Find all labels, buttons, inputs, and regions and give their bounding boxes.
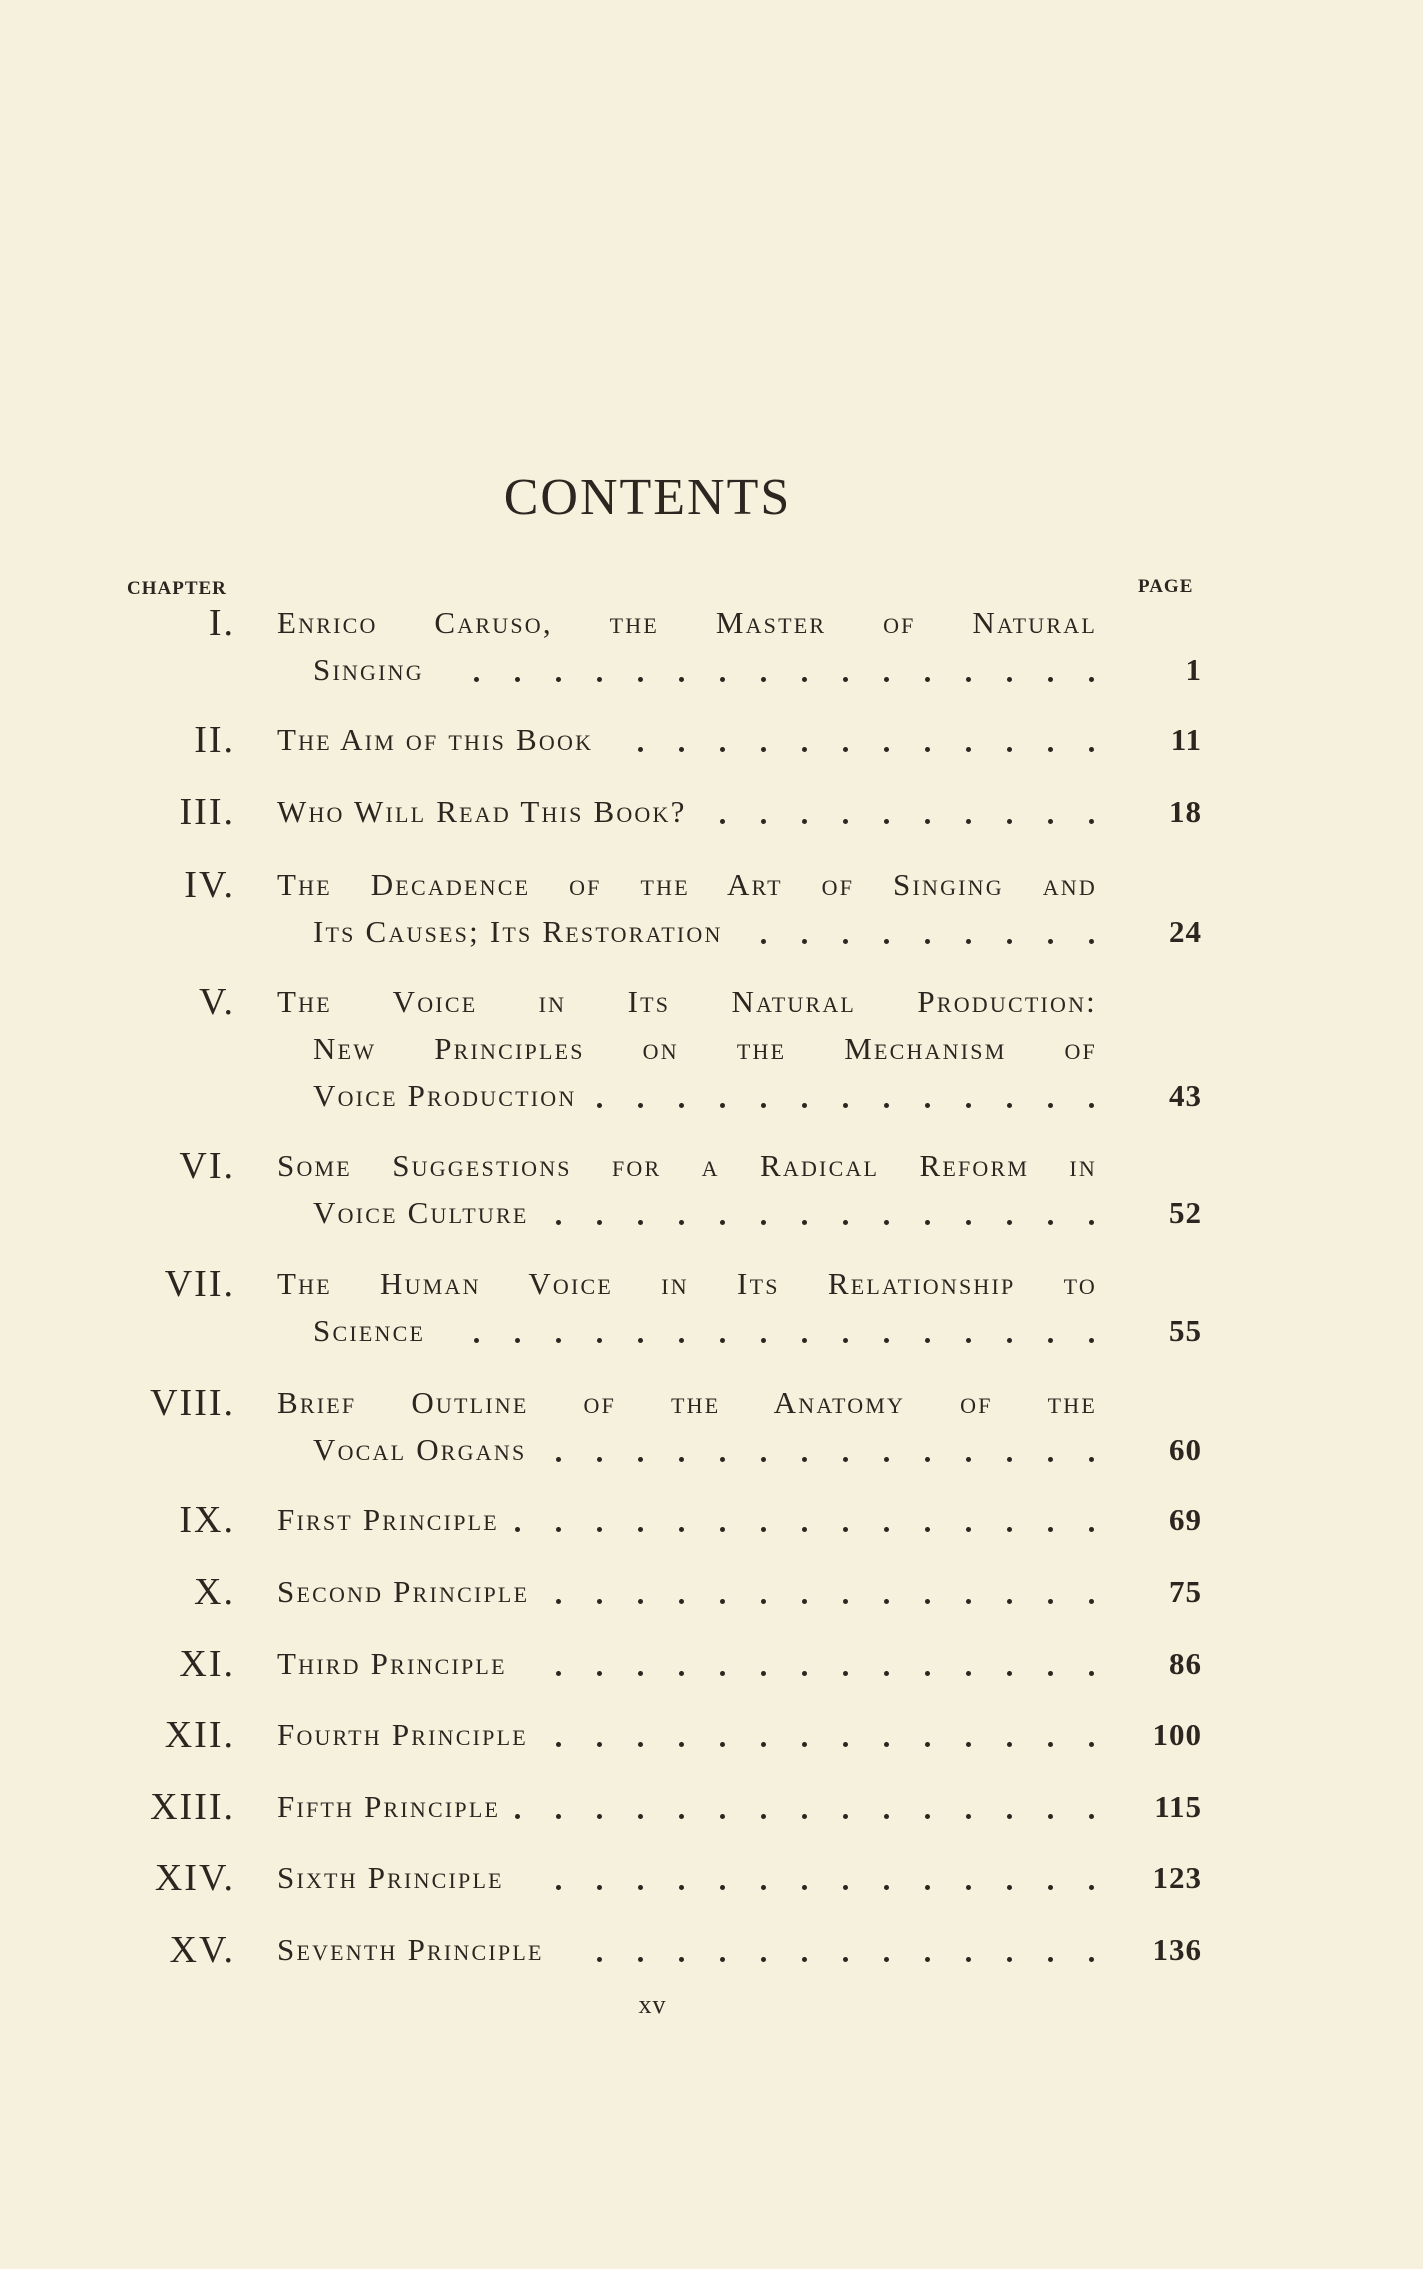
page-ref: 100 <box>1152 1717 1202 1752</box>
chapter-title: Voice Production <box>313 1078 577 1113</box>
chapter-number: VI. <box>179 1145 235 1187</box>
chapter-number: V. <box>198 981 235 1023</box>
chapter-title: Sixth Principle <box>277 1860 504 1895</box>
page-ref: 55 <box>1169 1313 1202 1348</box>
chapter-number: II. <box>194 719 235 761</box>
chapter-title: Its Causes; Its Restoration <box>313 914 723 949</box>
chapter-title: Vocal Organs <box>313 1432 527 1467</box>
leader-dots <box>521 1641 1097 1687</box>
chapter-number: III. <box>179 791 235 833</box>
chapter-title: The Decadence of the Art of Singing and <box>277 867 1097 902</box>
chapter-number: XV. <box>169 1929 235 1971</box>
page-ref: 60 <box>1169 1432 1202 1467</box>
page-ref: 86 <box>1169 1646 1202 1681</box>
page-ref: 136 <box>1152 1932 1202 1967</box>
chapter-title: Science <box>313 1313 426 1348</box>
page-number: xv <box>638 1990 667 2019</box>
leader-dots <box>438 647 1097 693</box>
chapter-column-header: CHAPTER <box>127 578 227 599</box>
leader-dots <box>737 909 1097 955</box>
chapter-number: XIV. <box>154 1857 235 1899</box>
leader-dots <box>543 1569 1097 1615</box>
chapter-title: Enrico Caruso, the Master of Natural <box>277 605 1097 640</box>
page-ref: 75 <box>1169 1574 1202 1609</box>
chapter-title: Fourth Principle <box>277 1717 528 1752</box>
leader-dots <box>558 1927 1097 1973</box>
leader-dots <box>590 1073 1097 1119</box>
chapter-number: IX. <box>179 1499 235 1541</box>
leader-dots <box>540 1427 1097 1473</box>
leader-dots <box>513 1497 1097 1543</box>
chapter-title: Fifth Principle <box>277 1789 501 1824</box>
leader-dots <box>514 1784 1097 1830</box>
chapter-title: Seventh Principle <box>277 1932 544 1967</box>
page-ref: 24 <box>1169 914 1202 949</box>
page-ref: 11 <box>1170 722 1202 757</box>
chapter-title: New Principles on the Mechanism of <box>313 1031 1097 1066</box>
chapter-title: Voice Culture <box>313 1195 529 1230</box>
chapter-title: Some Suggestions for a Radical Reform in <box>277 1148 1097 1183</box>
leader-dots <box>607 717 1097 763</box>
chapter-title: The Human Voice in Its Relationship to <box>277 1266 1097 1301</box>
page-title: CONTENTS <box>503 469 792 526</box>
page-ref: 18 <box>1169 794 1202 829</box>
page-ref: 123 <box>1152 1860 1202 1895</box>
chapter-title: The Aim of this Book <box>277 722 594 757</box>
chapter-title: Third Principle <box>277 1646 507 1681</box>
leader-dots <box>518 1855 1097 1901</box>
chapter-number: XII. <box>164 1714 235 1756</box>
chapter-title: Who Will Read This Book? <box>277 794 687 829</box>
chapter-number: VIII. <box>150 1382 235 1424</box>
leader-dots <box>543 1190 1097 1236</box>
page-ref: 1 <box>1185 652 1202 687</box>
leader-dots <box>439 1308 1097 1354</box>
chapter-title: The Voice in Its Natural Production: <box>277 984 1097 1019</box>
chapter-number: IV. <box>184 864 235 906</box>
page-ref: 69 <box>1169 1502 1202 1537</box>
chapter-number: I. <box>208 602 235 644</box>
chapter-title: Singing <box>313 652 424 687</box>
page-column-header: PAGE <box>1138 576 1194 597</box>
chapter-title: Second Principle <box>277 1574 530 1609</box>
chapter-number: X. <box>194 1571 235 1613</box>
page-ref: 52 <box>1169 1195 1202 1230</box>
page-ref: 115 <box>1154 1789 1202 1824</box>
chapter-title: First Principle <box>277 1502 499 1537</box>
chapter-number: VII. <box>164 1263 235 1305</box>
chapter-number: XI. <box>179 1643 235 1685</box>
chapter-number: XIII. <box>150 1786 235 1828</box>
page-ref: 43 <box>1169 1078 1202 1113</box>
leader-dots <box>542 1712 1097 1758</box>
leader-dots <box>701 789 1097 835</box>
chapter-title: Brief Outline of the Anatomy of the <box>277 1385 1097 1420</box>
